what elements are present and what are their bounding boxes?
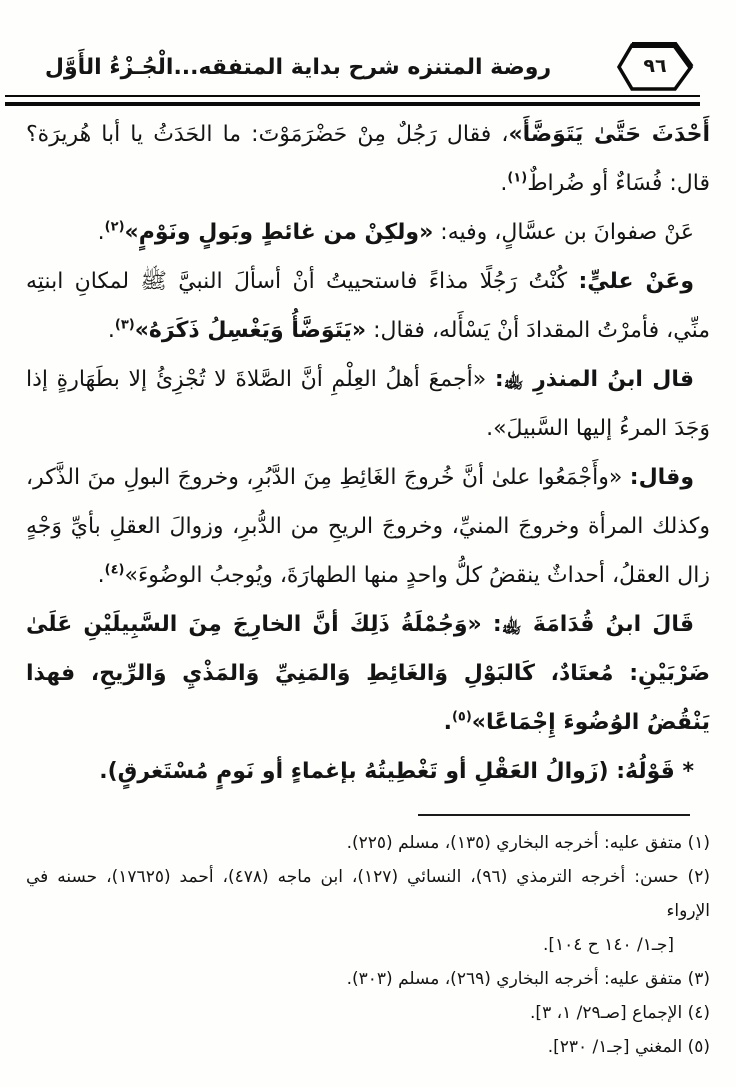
header-divider — [5, 95, 700, 106]
footnotes-section — [26, 826, 710, 1064]
footnote: (٥) المغني [جـ١/ ٢٣٠]. — [547, 1037, 710, 1057]
text-run: . — [443, 710, 452, 735]
footnote-separator — [418, 814, 690, 816]
paragraph — [26, 208, 710, 257]
paragraph — [26, 747, 710, 796]
text-run: . — [97, 563, 105, 588]
paragraph — [26, 257, 710, 355]
footnote: (١) متفق عليه: أخرجه البخاري (١٣٥)، مسلم (٢٢٥). — [346, 833, 710, 853]
text-run: وعَنْ عليٍّ: — [578, 269, 694, 294]
page-number: ٩٦ — [643, 55, 667, 77]
text-run: قَالَ ابنُ قُدَامَةَ ﵀: «وَجُمْلَةُ ذَلِكَ أنَّ الخارِجَ مِنَ السَّبِيلَيْنِ عَلَىٰ ضَرْبَيْنِ: مُعتَادٌ، كَالبَوْلِ وَالغَائِطِ وَالمَنِيِّ وَالمَذْيِ وَالرِّيحِ، فهذا يَنْقُضُ الوُضُوءَ إِجْمَاعًا» — [26, 612, 710, 735]
text-run: عَنْ صفوانَ بن عسَّالٍ، وفيه: — [433, 220, 694, 245]
text-run: «ولكِنْ من غائطٍ وبَولٍ ونَوْمٍ» — [124, 220, 434, 245]
footnote-marker: (٢) — [104, 219, 125, 235]
paragraph — [26, 110, 710, 208]
paragraph — [26, 600, 710, 747]
text-run: . — [107, 318, 115, 343]
footnote-marker: (٣) — [114, 317, 135, 333]
footnote-reference: [جـ١/ ١٤٠ ح ١٠٤]. — [542, 935, 674, 955]
text-run: «وأَجْمَعُوا علىٰ أنَّ خُروجَ الغَائِطِ مِنَ الدَّبُرِ، وخروجَ البولِ منَ الذَّكر، وكذلك المرأة وخروجَ المنيِّ، وخروجَ الريحِ من الدُّبرِ، وزوالَ العقلِ بأيِّ وَجْهٍ زال العقلُ، أحداثٌ ينقضُ كلُّ واحدٍ منها الطهارَةَ، ويُوجبُ الوضُوءَ» — [26, 465, 710, 588]
text-run: . — [500, 171, 508, 196]
text-run: . — [97, 220, 105, 245]
footnote: (٤) الإجماع [صـ٢٩/ ١، ٣]. — [530, 1003, 710, 1023]
text-run: قال ابنُ المنذرِ ﵀: — [494, 367, 695, 392]
text-run: «يَتَوَضَّأُ وَيَغْسِلُ ذَكَرَهُ» — [134, 318, 367, 343]
footnote-marker: (١) — [507, 170, 528, 186]
text-run: وقال: — [629, 465, 694, 490]
footnote-marker: (٤) — [104, 562, 125, 578]
text-run: * قَوْلُهُ: (زَوالُ العَقْلِ أو تَغْطِيتُهُ بإغماءٍ أو نَومٍ مُسْتَغرقٍ). — [99, 759, 694, 784]
footnote-marker: (٥) — [451, 709, 472, 725]
footnote: (٣) متفق عليه: أخرجه البخاري (٢٦٩)، مسلم (٣٠٣). — [346, 969, 710, 989]
paragraph — [26, 355, 710, 453]
text-run: كُنْتُ رَجُلًا مذاءً فاستحييتُ أنْ أسألَ النبيَّ ﷺ لمكانِ ابنتِه منِّي، فأمرْتُ المقدادَ أنْ يَسْأَله، فقال: — [26, 269, 710, 343]
text-run: «أجمعَ أهلُ العِلْمِ أنَّ الصَّلاةَ لا تُجْزِئُ إلا بطَهَارةٍ إذا وَجَدَ المرءُ إليها السَّبيلَ». — [26, 367, 710, 441]
footnote: (٢) حسن: أخرجه الترمذي (٩٦)، النسائي (١٢٧)، ابن ماجه (٤٧٨)، أحمد (١٧٦٢٥)، حسنه في الإرواء — [26, 867, 710, 921]
text-run: أَحْدَثَ حَتَّىٰ يَتَوَضَّأَ» — [508, 122, 711, 147]
page-header — [0, 40, 736, 96]
paragraph — [26, 453, 710, 600]
book-title: روضة المتنزه شرح بداية المتفقه...الْجُـزْءُ الأَوَّل — [44, 55, 552, 80]
page-number-badge — [616, 42, 694, 92]
body-text — [26, 110, 710, 796]
text-run: ، فقال رَجُلٌ مِنْ حَضْرَمَوْتَ: ما الحَدَثُ يا أبا هُريرَة؟ قال: فُسَاءٌ أو ضُراطٌ — [26, 122, 710, 196]
